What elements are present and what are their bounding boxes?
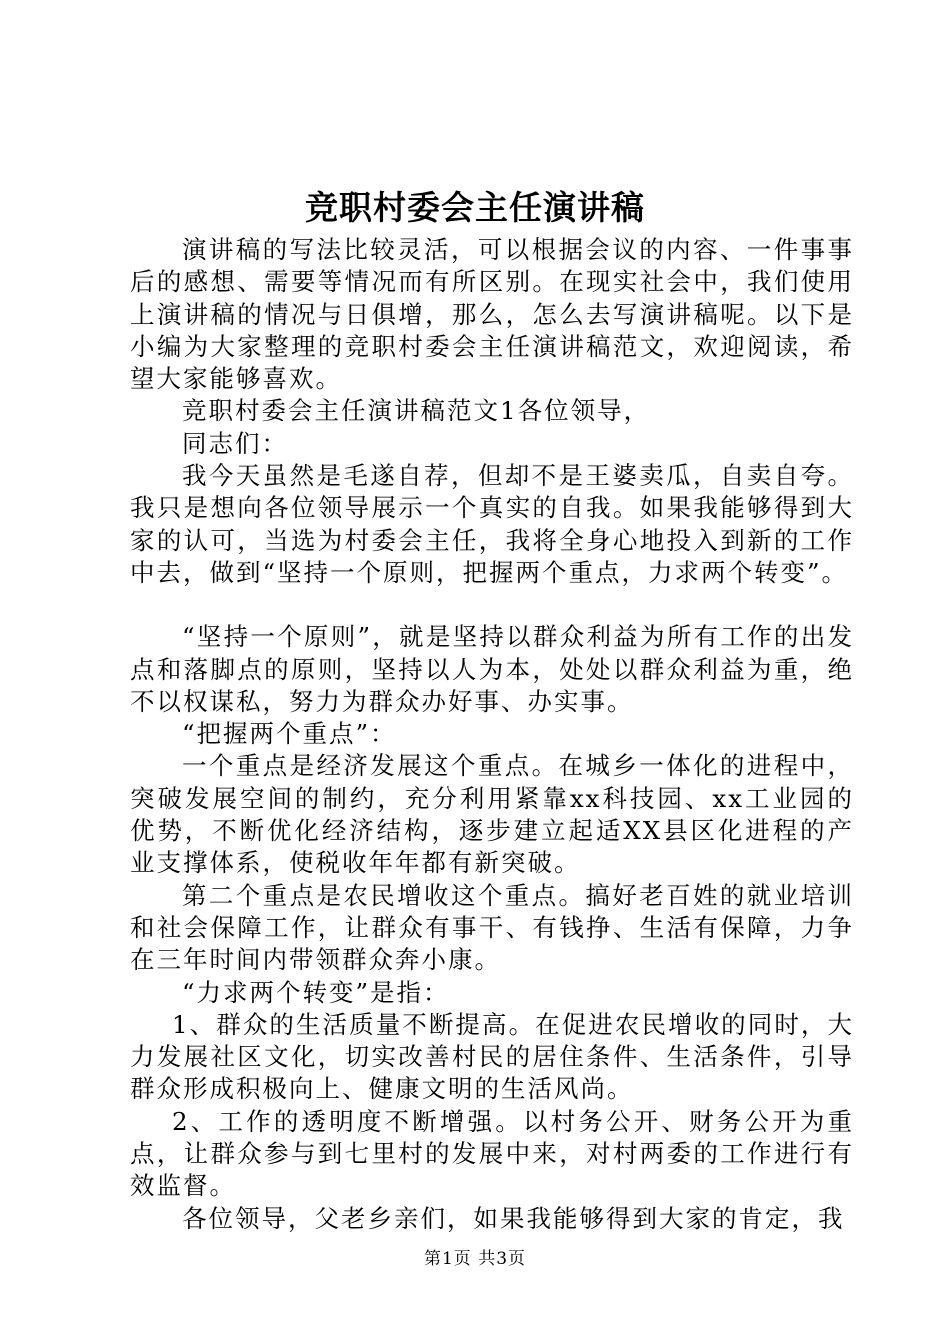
paragraph-two-changes-heading: “力求两个转变”是指： bbox=[182, 977, 450, 1007]
paragraph-closing: 各位领导，父老乡亲们，如果我能够得到大家的肯定，我 bbox=[182, 1203, 845, 1233]
paragraph-change-1: 1、群众的生活质量不断提高。在促进农民增收的同时，大力发展社区文化，切实改善村民的居住条件、生活条件，引导群众形成积极向上、健康文明的生活风尚。 bbox=[130, 1009, 854, 1104]
paragraph-self-intro: 我今天虽然是毛遂自荐，但却不是王婆卖瓜，自卖自夸。我只是想向各位领导展示一个真实的自我。如果我能够得到大家的认可，当选为村委会主任，我将全身心地投入到新的工作中去，做到“坚持一个原则，把握两个重点，力求两个转变”。 bbox=[130, 461, 854, 587]
paragraph-intro: 演讲稿的写法比较灵活，可以根据会议的内容、一件事事后的感想、需要等情况而有所区别。在现实社会中，我们使用上演讲稿的情况与日俱增，那么，怎么去写演讲稿呢。以下是小编为大家整理的竞职村委会主任演讲稿范文，欢迎阅读，希望大家能够喜欢。 bbox=[130, 235, 854, 394]
document-body bbox=[130, 234, 854, 1235]
paragraph-principle: “坚持一个原则”，就是坚持以群众利益为所有工作的出发点和落脚点的原则，坚持以人为本，处处以群众利益为重，绝不以权谋私，努力为群众办好事、办实事。 bbox=[130, 622, 854, 716]
document-title: 竞职村委会主任演讲稿 bbox=[305, 188, 645, 227]
paragraph-focus-economy: 一个重点是经济发展这个重点。在城乡一体化的进程中，突破发展空间的制约，充分利用紧靠xx科技园、xx工业园的优势，不断优化经济结构，逐步建立起适XX县区化进程的产业支撑体系，使税收年年都有新突破。 bbox=[130, 751, 854, 878]
paragraph-sample-heading: 竞职村委会主任演讲稿范文1各位领导， bbox=[182, 396, 651, 426]
paragraph-change-2: 2、工作的透明度不断增强。以村务公开、财务公开为重点，让群众参与到七里村的发展中来，对村两委的工作进行有效监督。 bbox=[130, 1106, 854, 1201]
paragraph-greeting: 同志们： bbox=[182, 428, 288, 458]
page-footer: 第1页 共3页 bbox=[423, 1249, 527, 1269]
paragraph-focus-income: 第二个重点是农民增收这个重点。搞好老百姓的就业培训和社会保障工作，让群众有事干、有钱挣、生活有保障，力争在三年时间内带领群众奔小康。 bbox=[130, 880, 854, 975]
paragraph-spacer bbox=[130, 589, 854, 621]
paragraph-two-focuses-heading: “把握两个重点”： bbox=[182, 719, 397, 749]
